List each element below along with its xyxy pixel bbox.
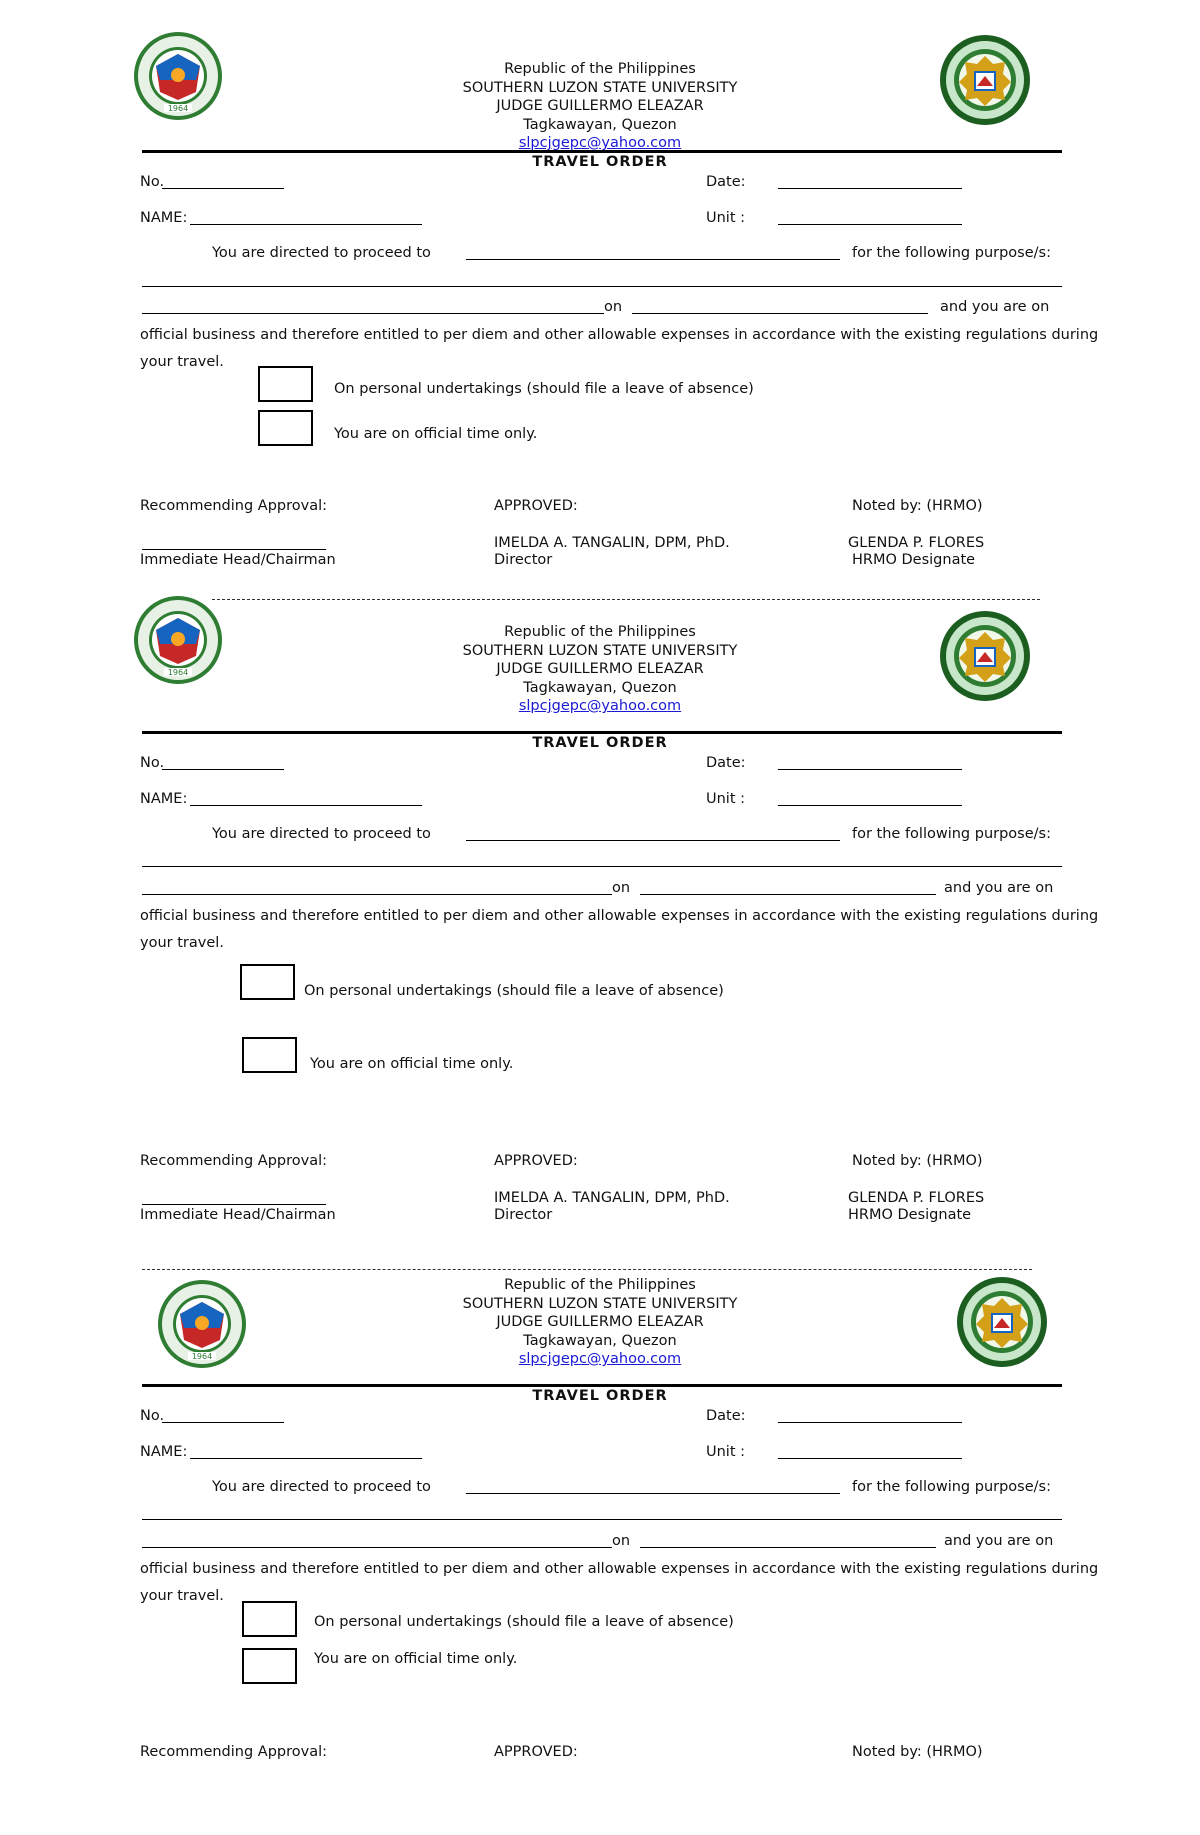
republic-line: Republic of the Philippines [504,624,696,640]
your-travel-text: your travel. [140,354,224,370]
immediate-head-label: Immediate Head/Chairman [140,1207,336,1223]
campus-name: JUDGE GUILLERMO ELEAZAR [496,661,704,677]
email-link[interactable]: slpcjgepc@yahoo.com [518,135,682,151]
date-field[interactable] [778,1422,962,1423]
no-label: No. [140,755,165,771]
svg-text:1964: 1964 [167,104,189,113]
campus-location: Tagkawayan, Quezon [523,679,677,696]
recommending-label: Recommending Approval: [140,1744,328,1760]
form-title: TRAVEL ORDER [532,1388,668,1404]
svg-text:1964: 1964 [191,1352,213,1361]
email-link[interactable]: slpcjgepc@yahoo.com [518,1351,682,1367]
purpose-line-2[interactable] [142,1547,612,1548]
email-link[interactable]: slpcjgepc@yahoo.com [518,698,682,714]
hrmo-title: HRMO Designate [852,552,976,568]
letterhead [360,1276,840,1369]
date-label: Date: [706,1408,746,1424]
date-label: Date: [706,755,746,771]
campus-seal-right [952,1276,1052,1368]
campus-name: JUDGE GUILLERMO ELEAZAR [496,98,704,114]
name-label: NAME: [140,1444,188,1460]
destination-field[interactable] [466,1493,840,1494]
date-label: Date: [706,174,746,190]
unit-field[interactable] [778,1458,962,1459]
noted-label: Noted by: (HRMO) [852,1744,983,1760]
and-you-text: and you are on [940,299,1050,315]
personal-checkbox[interactable] [242,1601,297,1637]
official-option-label: You are on official time only. [334,426,538,442]
purpose-text: for the following purpose/s: [852,826,1051,842]
and-you-text: and you are on [944,880,1054,896]
university-seal-left [152,1278,252,1370]
no-field[interactable] [162,1422,284,1423]
and-you-text: and you are on [944,1533,1054,1549]
approved-label: APPROVED: [494,498,578,514]
travel-date-field[interactable] [640,1547,936,1548]
no-label: No. [140,174,165,190]
header-rule [142,1384,1062,1387]
body-text: official business and therefore entitled to per diem and other allowable expenses in accordance with the existing regulations during [140,908,1099,924]
unit-label: Unit : [706,210,746,226]
approver-title: Director [494,552,553,568]
your-travel-text: your travel. [140,1588,224,1604]
personal-option-label: On personal undertakings (should file a leave of absence) [314,1614,734,1630]
university-name: SOUTHERN LUZON STATE UNIVERSITY [462,642,738,659]
your-travel-text: your travel. [140,935,224,951]
campus-name: JUDGE GUILLERMO ELEAZAR [496,1314,704,1330]
directed-text: You are directed to proceed to [212,826,431,842]
campus-location: Tagkawayan, Quezon [523,116,677,133]
approver-name: IMELDA A. TANGALIN, DPM, PhD. [494,535,730,551]
official-option-label: You are on official time only. [314,1651,518,1667]
hrmo-name: GLENDA P. FLORES [848,535,985,551]
svg-text:1964: 1964 [167,668,189,677]
personal-option-label: On personal undertakings (should file a leave of absence) [304,983,724,999]
approver-name: IMELDA A. TANGALIN, DPM, PhD. [494,1190,730,1206]
directed-text: You are directed to proceed to [212,1479,431,1495]
immediate-head-label: Immediate Head/Chairman [140,552,336,568]
university-name: SOUTHERN LUZON STATE UNIVERSITY [462,79,738,96]
approved-label: APPROVED: [494,1744,578,1760]
official-checkbox[interactable] [242,1648,297,1684]
hrmo-title: HRMO Designate [848,1207,972,1223]
purpose-text: for the following purpose/s: [852,1479,1051,1495]
directed-text: You are directed to proceed to [212,245,431,261]
name-label: NAME: [140,210,188,226]
noted-label: Noted by: (HRMO) [852,498,983,514]
university-name: SOUTHERN LUZON STATE UNIVERSITY [462,1295,738,1312]
campus-location: Tagkawayan, Quezon [523,1332,677,1349]
body-text: official business and therefore entitled to per diem and other allowable expenses in accordance with the existing regulations during [140,327,1099,343]
approved-label: APPROVED: [494,1153,578,1169]
approver-title: Director [494,1207,553,1223]
on-text: on [612,880,631,896]
on-text: on [604,299,623,315]
recommending-label: Recommending Approval: [140,498,328,514]
official-option-label: You are on official time only. [310,1056,514,1072]
form-title: TRAVEL ORDER [532,154,668,170]
unit-label: Unit : [706,1444,746,1460]
purpose-line-1[interactable] [142,1519,1062,1520]
recommending-label: Recommending Approval: [140,1153,328,1169]
form-title: TRAVEL ORDER [532,735,668,751]
name-field[interactable] [190,1458,422,1459]
purpose-text: for the following purpose/s: [852,245,1051,261]
no-label: No. [140,1408,165,1424]
unit-label: Unit : [706,791,746,807]
on-text: on [612,1533,631,1549]
body-text: official business and therefore entitled to per diem and other allowable expenses in accordance with the existing regulations during [140,1561,1099,1577]
hrmo-name: GLENDA P. FLORES [848,1190,985,1206]
noted-label: Noted by: (HRMO) [852,1153,983,1169]
personal-option-label: On personal undertakings (should file a leave of absence) [334,381,754,397]
republic-line: Republic of the Philippines [504,61,696,77]
republic-line: Republic of the Philippines [504,1277,696,1293]
name-label: NAME: [140,791,188,807]
